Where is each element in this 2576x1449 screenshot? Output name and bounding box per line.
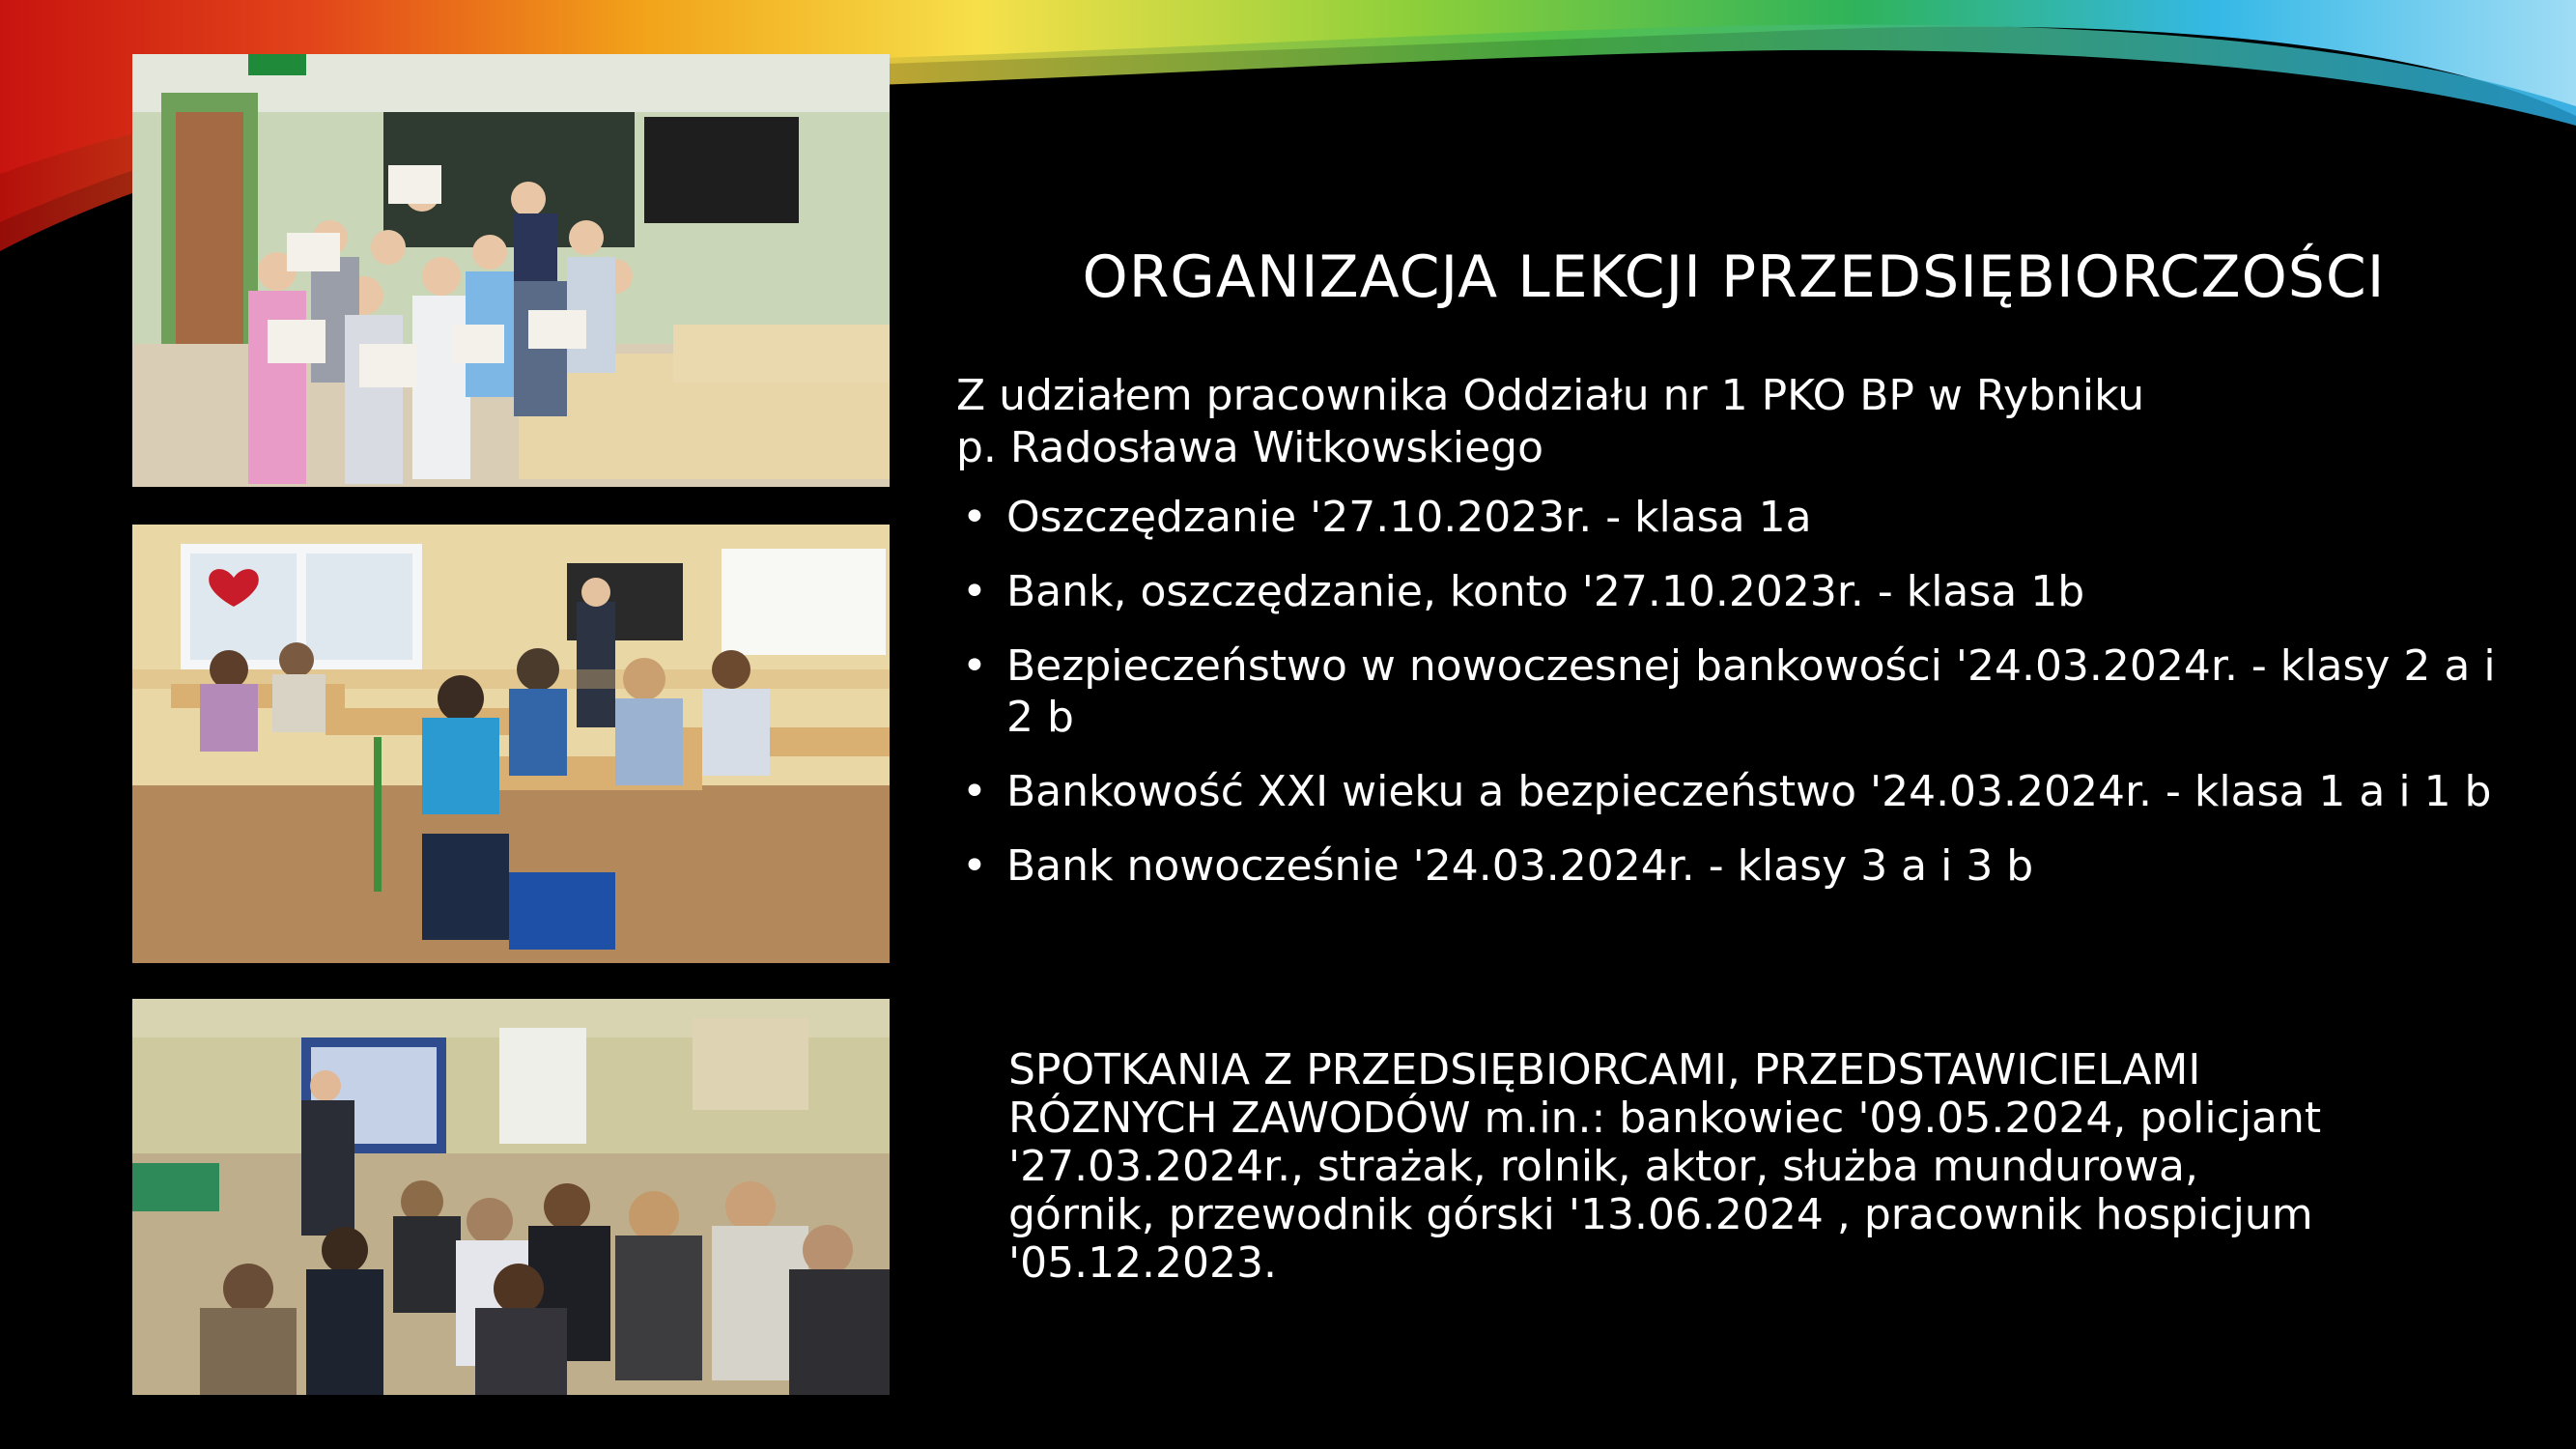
meetings-text <box>1008 1046 2515 1288</box>
list-item <box>956 766 2531 817</box>
list-item <box>956 840 2531 892</box>
list-item <box>956 492 2531 543</box>
slide-title: ORGANIZACJA LEKCJI PRZEDSIĘBIORCZOŚCI <box>1082 243 2386 311</box>
intro-text <box>956 370 2531 474</box>
assembly-meeting-photo <box>132 999 890 1395</box>
meetings-line: '05.12.2023. <box>1008 1238 1278 1288</box>
intro-line: p. Radosława Witkowskiego <box>956 423 1544 472</box>
intro-line: Z udziałem pracownika Oddziału nr 1 PKO BP w Rybniku <box>956 371 2145 420</box>
list-item <box>956 640 2531 743</box>
bullet-icon: • <box>962 567 987 616</box>
list-item-text: Bezpieczeństwo w nowoczesnej bankowości '24.03.2024r. - klasy 2 a i 2 b <box>1006 641 2496 742</box>
bullet-icon: • <box>962 767 987 816</box>
bullet-icon: • <box>962 841 987 891</box>
meetings-line: RÓZNYCH ZAWODÓW m.in.: bankowiec '09.05.2024, policjant <box>1008 1094 2322 1143</box>
meetings-line: górnik, przewodnik górski '13.06.2024 , pracownik hospicjum <box>1008 1190 2313 1239</box>
meetings-line: SPOTKANIA Z PRZEDSIĘBIORCAMI, PRZEDSTAWICIELAMI <box>1008 1045 2201 1094</box>
bullet-icon: • <box>962 493 987 542</box>
list-item-text: Bank nowocześnie '24.03.2024r. - klasy 3 a i 3 b <box>1006 841 2034 891</box>
slide-content <box>956 370 2531 915</box>
meetings-line: '27.03.2024r., strażak, rolnik, aktor, służba mundurowa, <box>1008 1142 2198 1191</box>
list-item-text: Oszczędzanie '27.10.2023r. - klasa 1a <box>1006 493 1812 542</box>
classroom-group-photo <box>132 54 890 487</box>
classroom-lesson-photo <box>132 525 890 963</box>
lessons-list <box>956 492 2531 892</box>
list-item-text: Bankowość XXI wieku a bezpieczeństwo '24.03.2024r. - klasa 1 a i 1 b <box>1006 767 2492 816</box>
bullet-icon: • <box>962 641 987 691</box>
list-item <box>956 566 2531 617</box>
list-item-text: Bank, oszczędzanie, konto '27.10.2023r. - klasa 1b <box>1006 567 2085 616</box>
